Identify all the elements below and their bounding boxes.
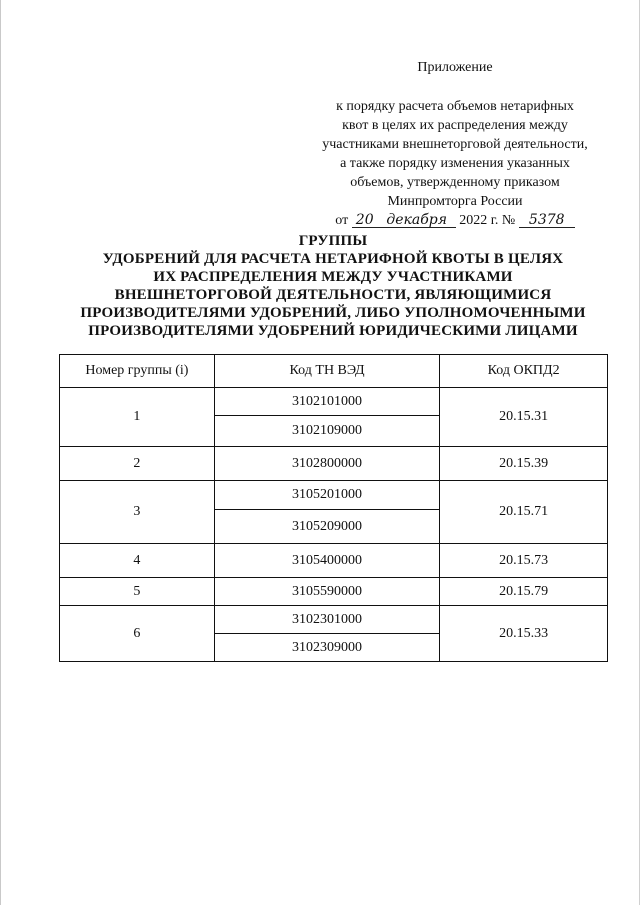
heading-line: УДОБРЕНИЙ ДЛЯ РАСЧЕТА НЕТАРИФНОЙ КВОТЫ В ЦЕЛЯХ — [102, 251, 564, 267]
heading-line: ВНЕШНЕТОРГОВОЙ ДЕЯТЕЛЬНОСТИ, ЯВЛЯЮЩИМИСЯ — [114, 287, 552, 303]
tnved-code-cell: 3102309000 — [214, 634, 439, 662]
group-number-cell: 5 — [60, 578, 215, 606]
group-number-cell: 3 — [60, 481, 215, 544]
okpd2-code-cell: 20.15.79 — [440, 578, 608, 606]
handwritten-month: декабря — [378, 213, 456, 228]
tnved-code-cell: 3105590000 — [214, 578, 439, 606]
table-row — [60, 447, 608, 481]
tnved-code-cell: 3105400000 — [214, 544, 439, 578]
tnved-code-cell: 3105209000 — [214, 510, 439, 544]
okpd2-code-cell: 20.15.71 — [440, 481, 608, 544]
appendix-line: Минпромторга России — [387, 194, 523, 209]
heading-line: ГРУППЫ — [298, 233, 368, 249]
tnved-code-cell: 3102800000 — [214, 447, 439, 481]
okpd2-code-cell: 20.15.31 — [440, 388, 608, 447]
fertilizer-groups-table — [59, 354, 608, 662]
table-header-row — [60, 355, 608, 388]
heading-line: ПРОИЗВОДИТЕЛЯМИ УДОБРЕНИЙ ЮРИДИЧЕСКИМИ ЛИЦАМИ — [88, 323, 578, 339]
appendix-title: Приложение — [417, 60, 493, 75]
date-prefix: от — [335, 213, 349, 228]
table-row — [60, 606, 608, 634]
tnved-code-cell: 3105201000 — [214, 481, 439, 510]
group-number-cell: 4 — [60, 544, 215, 578]
tnved-code-cell: 3102101000 — [214, 388, 439, 416]
group-number-cell: 2 — [60, 447, 215, 481]
header-okpd2-code: Код ОКПД2 — [440, 355, 608, 388]
handwritten-order-number: 5378 — [519, 213, 575, 228]
header-tnved-code: Код ТН ВЭД — [214, 355, 439, 388]
table-row — [60, 481, 608, 510]
order-date-line — [300, 211, 610, 230]
tnved-code-cell: 3102109000 — [214, 416, 439, 447]
appendix-block — [300, 58, 610, 230]
document-heading — [60, 232, 606, 340]
appendix-line: к порядку расчета объемов нетарифных — [336, 99, 574, 114]
appendix-line: квот в целях их распределения между — [342, 118, 568, 133]
heading-line: ИХ РАСПРЕДЕЛЕНИЯ МЕЖДУ УЧАСТНИКАМИ — [153, 269, 513, 285]
group-number-cell: 6 — [60, 606, 215, 662]
handwritten-day: 20 — [352, 213, 378, 228]
group-number-cell: 1 — [60, 388, 215, 447]
okpd2-code-cell: 20.15.33 — [440, 606, 608, 662]
heading-line: ПРОИЗВОДИТЕЛЯМИ УДОБРЕНИЙ, ЛИБО УПОЛНОМОЧЕННЫМИ — [80, 305, 586, 321]
appendix-line: участниками внешнеторговой деятельности, — [322, 137, 588, 152]
table-row — [60, 544, 608, 578]
appendix-line: а также порядку изменения указанных — [340, 156, 570, 171]
header-group-number: Номер группы (i) — [60, 355, 215, 388]
okpd2-code-cell: 20.15.39 — [440, 447, 608, 481]
appendix-line: объемов, утвержденному приказом — [350, 175, 560, 190]
okpd2-code-cell: 20.15.73 — [440, 544, 608, 578]
tnved-code-cell: 3102301000 — [214, 606, 439, 634]
table-row — [60, 578, 608, 606]
date-year: 2022 г. № — [459, 213, 516, 228]
table-row — [60, 388, 608, 416]
